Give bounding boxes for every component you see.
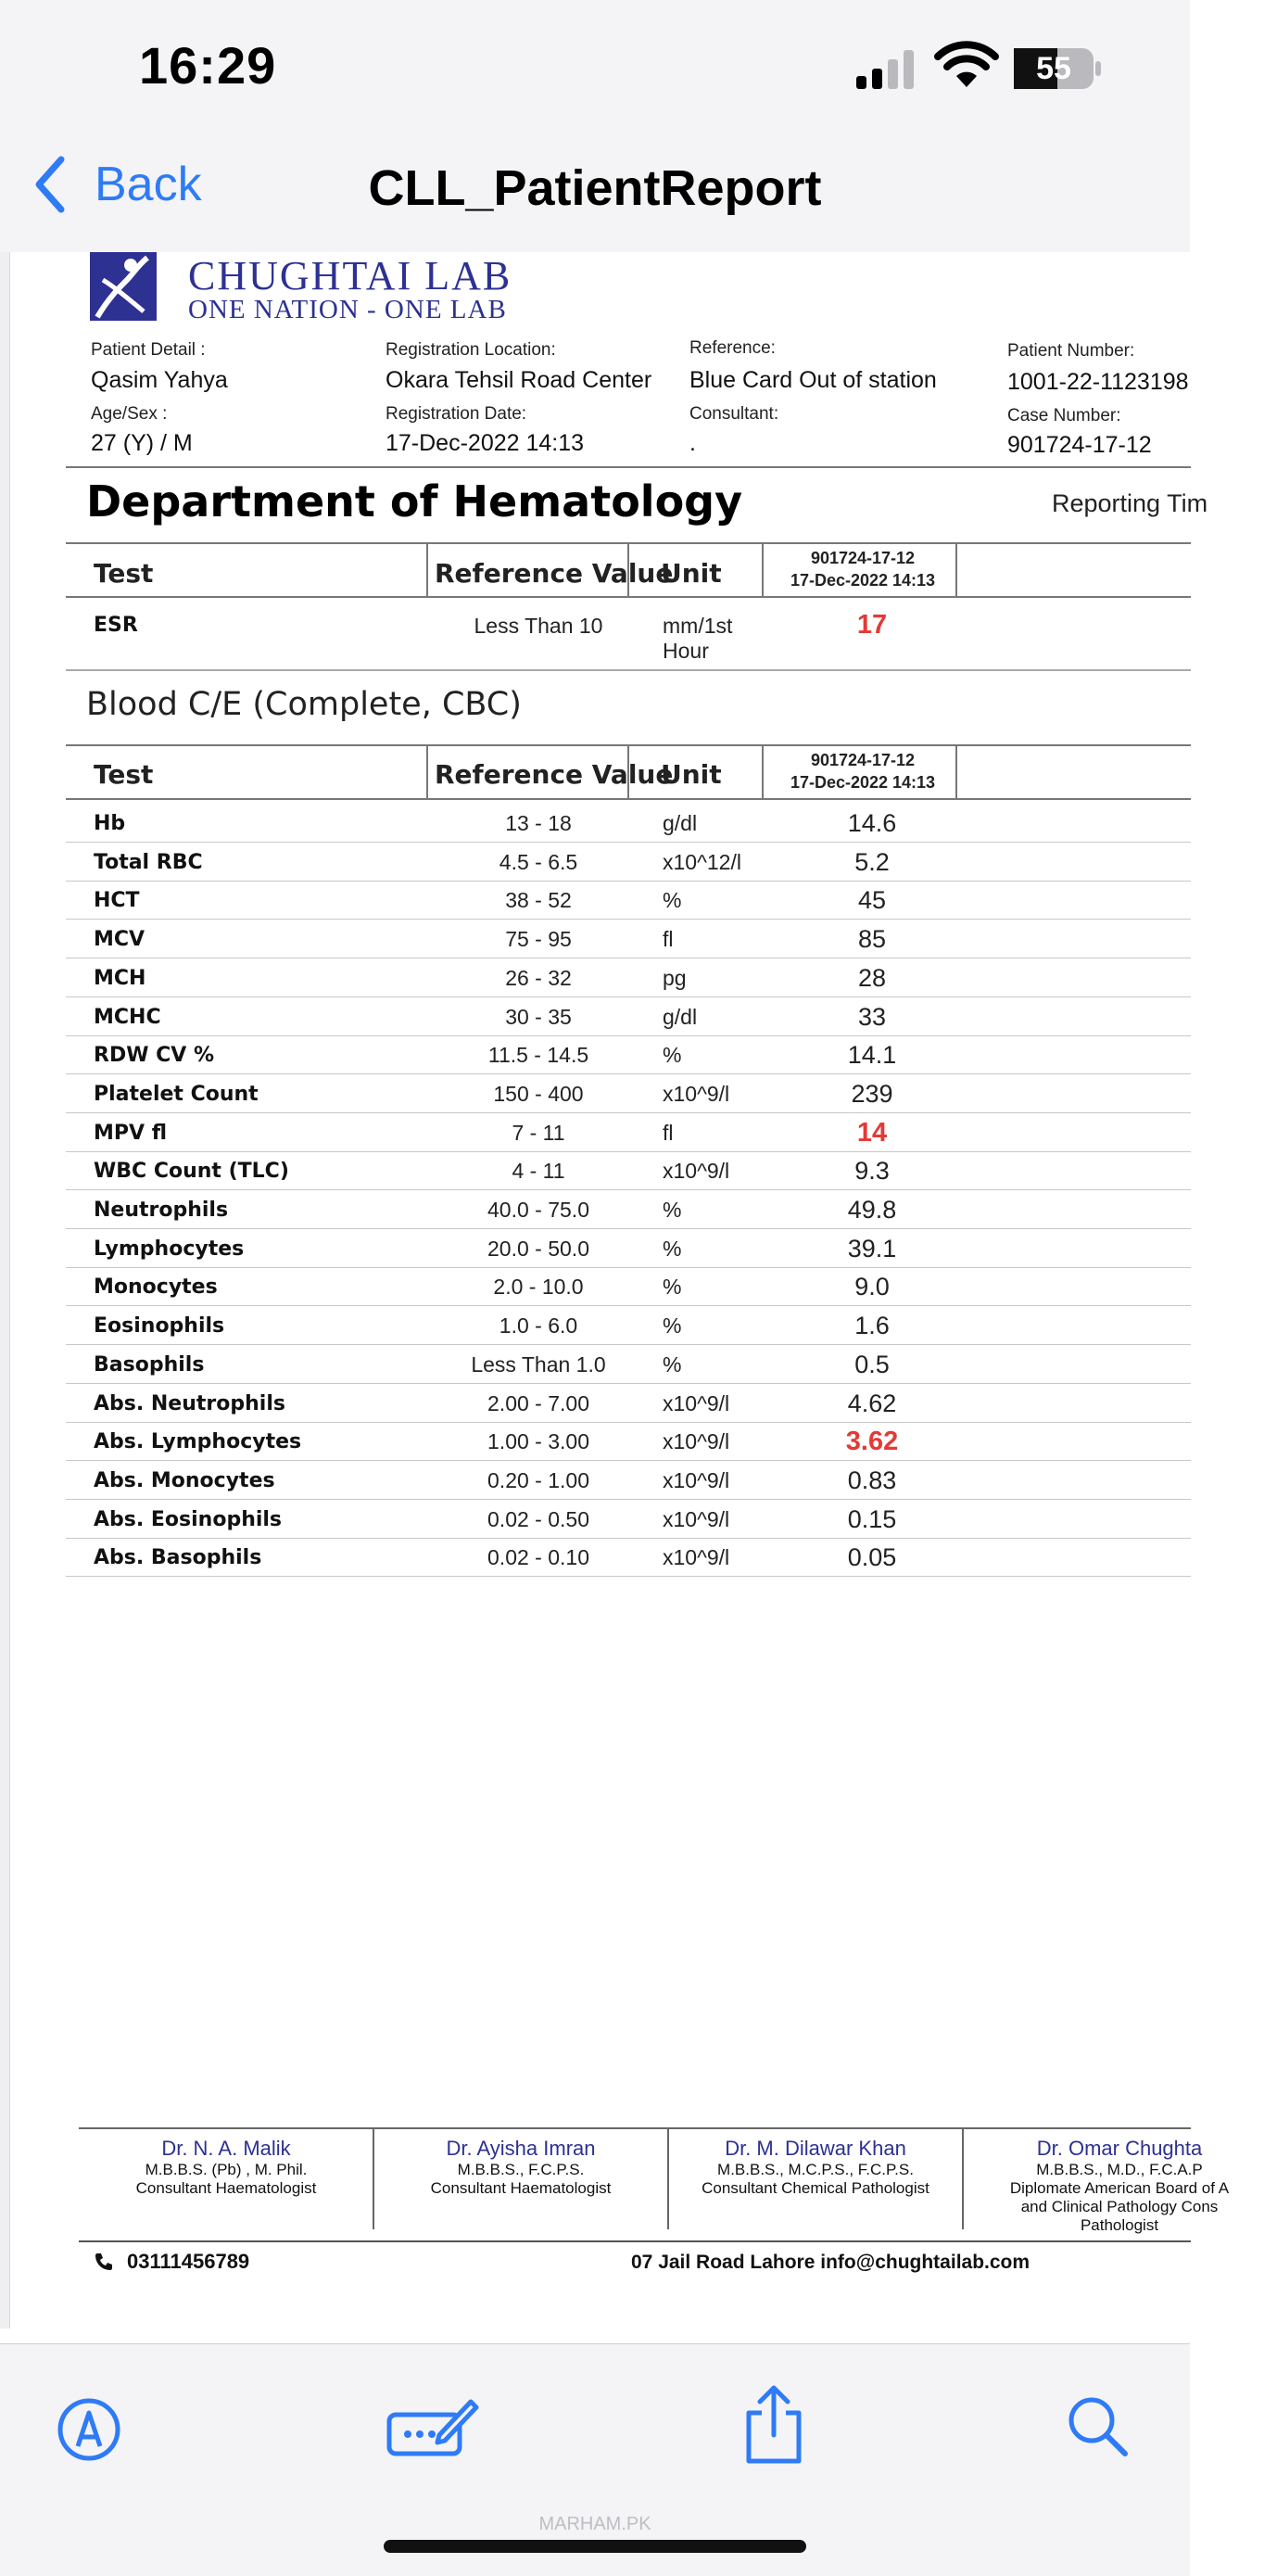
cbc-reference: 2.00 - 7.00 (487, 1391, 589, 1415)
cbc-reference: 11.5 - 14.5 (487, 1043, 589, 1067)
row-divider (66, 996, 1191, 997)
row-divider (66, 1344, 1191, 1345)
divider (426, 744, 428, 798)
cbc-test-name: Neutrophils (94, 1199, 229, 1222)
page-title: CLL_PatientReport (368, 160, 822, 216)
battery-level: 55 (1036, 51, 1071, 86)
cbc-test-name: WBC Count (TLC) (94, 1160, 289, 1183)
row-divider (66, 1305, 1191, 1306)
cbc-reference: 7 - 11 (512, 1121, 565, 1145)
cbc-result: 1.6 (854, 1312, 890, 1339)
cbc-reference: 150 - 400 (493, 1082, 584, 1106)
cbc-result: 3.62 (845, 1427, 899, 1456)
reference-label: Reference: (689, 338, 776, 358)
cbc-reference: Less Than 1.0 (471, 1352, 606, 1377)
reg-date-label: Registration Date: (386, 404, 527, 424)
consultant-value: . (689, 430, 696, 456)
lab-name (188, 253, 512, 324)
phone-number: 03111456789 (127, 2250, 250, 2273)
reg-location-label: Registration Location: (386, 340, 556, 360)
col-case-id (765, 547, 960, 591)
divider (66, 596, 1191, 598)
back-label: Back (95, 158, 202, 211)
cbc-test-name: Platelet Count (94, 1083, 259, 1106)
col-case-date: 17-Dec-2022 14:13 (790, 773, 936, 792)
cbc-result: 49.8 (847, 1196, 897, 1224)
col-unit: Unit (661, 759, 722, 790)
lab-logo-icon (90, 252, 157, 321)
doctor-title: Pathologist (1080, 2216, 1159, 2234)
search-button[interactable] (1066, 2394, 1131, 2464)
share-button[interactable] (741, 2383, 806, 2471)
esr-unit (663, 614, 732, 664)
col-unit: Unit (661, 558, 722, 589)
doctor-name: Dr. M. Dilawar Khan (725, 2137, 906, 2160)
row-divider (66, 881, 1191, 882)
col-case-id (765, 749, 960, 793)
divider (79, 2127, 1191, 2129)
cbc-test-name: MCH (94, 967, 146, 990)
cbc-unit: % (663, 1313, 682, 1338)
doctor-name: Dr. N. A. Malik (161, 2137, 291, 2160)
row-divider (66, 1151, 1191, 1152)
row-divider (66, 1576, 1191, 1577)
cbc-reference: 40.0 - 75.0 (487, 1198, 589, 1222)
esr-test-name: ESR (94, 614, 138, 637)
row-divider (66, 1460, 1191, 1461)
cbc-unit: % (663, 888, 682, 912)
col-test: Test (94, 558, 154, 589)
watermark: MARHAM.PK (538, 2514, 651, 2534)
cbc-unit: x10^9/l (663, 1507, 730, 1531)
cbc-test-name: MCHC (94, 1006, 161, 1029)
doctor-title: and Clinical Pathology Cons (1020, 2198, 1219, 2215)
cbc-reference: 0.02 - 0.50 (487, 1507, 589, 1531)
patient-detail-label: Patient Detail : (91, 340, 206, 360)
cbc-unit: x10^9/l (663, 1468, 730, 1492)
cbc-unit: % (663, 1352, 682, 1377)
cbc-reference: 13 - 18 (505, 811, 572, 835)
document-viewer[interactable] (0, 252, 1230, 2329)
patient-number-label: Patient Number: (1007, 341, 1135, 361)
reporting-time-label: Reporting Tim (1052, 489, 1208, 517)
cbc-unit: x10^9/l (663, 1545, 730, 1569)
row-divider (66, 1035, 1191, 1036)
markup-button[interactable] (56, 2396, 122, 2468)
cbc-reference: 1.0 - 6.0 (499, 1313, 578, 1338)
cbc-unit: fl (663, 1121, 674, 1145)
phone-icon (94, 2252, 114, 2272)
esr-reference: Less Than 10 (474, 614, 603, 638)
divider (79, 2240, 1191, 2242)
divider (762, 542, 764, 596)
row-divider (66, 1383, 1191, 1384)
cbc-unit: % (663, 1198, 682, 1222)
cbc-test-name: Basophils (94, 1353, 205, 1377)
cbc-unit: % (663, 1237, 682, 1261)
cbc-result: 14.6 (847, 809, 897, 837)
cbc-unit: fl (663, 927, 674, 951)
status-time: 16:29 (139, 36, 277, 95)
cbc-unit: g/dl (663, 1005, 698, 1029)
doctor-qualification: M.B.B.S. (Pb) , M. Phil. (145, 2161, 308, 2178)
cbc-unit: g/dl (663, 811, 698, 835)
cbc-result: 239 (851, 1080, 893, 1108)
markup-icon (56, 2396, 122, 2463)
cbc-result: 4.62 (847, 1390, 897, 1417)
esr-unit-line2: Hour (663, 639, 709, 663)
cbc-reference: 26 - 32 (505, 966, 572, 990)
department-title: Department of Hematology (86, 476, 743, 527)
cbc-result: 0.05 (847, 1543, 897, 1571)
case-number: 901724-17-12 (1007, 432, 1152, 458)
row-divider (66, 1422, 1191, 1423)
doctor-signature (78, 2137, 374, 2198)
row-divider (66, 1267, 1191, 1268)
cbc-result: 39.1 (847, 1235, 897, 1263)
cbc-unit: x10^9/l (663, 1429, 730, 1453)
cbc-result: 45 (857, 886, 887, 914)
col-case-date: 17-Dec-2022 14:13 (790, 571, 936, 590)
doctor-qualification: M.B.B.S., F.C.P.S. (457, 2161, 585, 2178)
cbc-result: 5.2 (854, 848, 890, 876)
cbc-reference: 38 - 52 (505, 888, 572, 912)
cbc-reference: 0.20 - 1.00 (487, 1468, 589, 1492)
footer-phone (94, 2250, 249, 2274)
cbc-test-name: HCT (94, 889, 140, 912)
doctor-qualification: M.B.B.S., M.C.P.S., F.C.P.S. (717, 2161, 914, 2178)
cbc-reference: 2.0 - 10.0 (493, 1275, 584, 1299)
cbc-test-name: Abs. Lymphocytes (94, 1430, 302, 1453)
row-divider (66, 842, 1191, 843)
cbc-test-name: Abs. Monocytes (94, 1469, 275, 1492)
cbc-reference: 4 - 11 (512, 1159, 565, 1183)
cbc-test-name: RDW CV % (94, 1044, 215, 1067)
report-page (9, 252, 1230, 2329)
cbc-unit: x10^9/l (663, 1082, 730, 1106)
divider (66, 466, 1191, 468)
cbc-test-name: MCV (94, 928, 145, 951)
cbc-result: 9.0 (854, 1273, 890, 1301)
cbc-test-name: Lymphocytes (94, 1237, 245, 1261)
cbc-result: 0.83 (847, 1466, 897, 1494)
patient-name: Qasim Yahya (91, 367, 228, 393)
agesex-label: Age/Sex : (91, 404, 168, 424)
row-divider (66, 1073, 1191, 1074)
lab-title: CHUGHTAI LAB (188, 253, 512, 298)
cbc-unit: x10^9/l (663, 1391, 730, 1415)
cbc-reference: 1.00 - 3.00 (487, 1429, 589, 1453)
reg-location: Okara Tehsil Road Center (386, 367, 652, 393)
patient-number: 1001-22-1123198 (1007, 369, 1189, 395)
cbc-test-name: Abs. Eosinophils (94, 1508, 283, 1531)
cbc-unit: % (663, 1043, 682, 1067)
consultant-label: Consultant: (689, 404, 779, 424)
top-bar (0, 0, 1190, 253)
cbc-result: 0.15 (847, 1505, 897, 1533)
doctor-qualification: M.B.B.S., M.D., F.C.A.P (1036, 2161, 1203, 2178)
cbc-reference: 30 - 35 (505, 1005, 572, 1029)
esr-result: 17 (856, 610, 888, 640)
cbc-test-name: Eosinophils (94, 1314, 225, 1338)
cbc-unit: x10^12/l (663, 850, 741, 874)
cbc-test-name: MPV fl (94, 1122, 168, 1145)
row-divider (66, 1228, 1191, 1229)
share-icon (741, 2383, 806, 2467)
cbc-test-name: Abs. Neutrophils (94, 1392, 285, 1415)
cbc-test-name: Hb (94, 812, 126, 835)
battery-icon (1014, 48, 1103, 89)
divider (426, 542, 428, 596)
cbc-section-title: Blood C/E (Complete, CBC) (86, 686, 522, 723)
cbc-result: 0.5 (854, 1351, 890, 1378)
doctor-name: Dr. Ayisha Imran (446, 2137, 596, 2160)
reference-value: Blue Card Out of station (689, 367, 937, 393)
col-case-number: 901724-17-12 (810, 549, 916, 567)
cbc-unit: x10^9/l (663, 1159, 730, 1183)
row-divider (66, 1499, 1191, 1500)
cbc-reference: 20.0 - 50.0 (487, 1237, 589, 1261)
cbc-test-name: Total RBC (94, 851, 203, 874)
case-number-label: Case Number: (1007, 406, 1121, 425)
edit-icon (386, 2394, 478, 2459)
divider (762, 744, 764, 798)
row-divider (66, 919, 1191, 920)
doctor-signature (962, 2137, 1277, 2235)
cbc-result: 85 (857, 925, 887, 953)
row-divider (66, 1189, 1191, 1190)
col-reference: Reference Value (435, 759, 674, 790)
signal-icon (854, 46, 917, 95)
row-divider (66, 1538, 1191, 1539)
cbc-result: 28 (857, 964, 887, 992)
col-case-number: 901724-17-12 (810, 751, 916, 769)
doctor-title: Consultant Haematologist (430, 2179, 612, 2197)
divider (66, 669, 1191, 671)
cbc-result: 14.1 (847, 1041, 897, 1069)
divider (66, 798, 1191, 800)
cbc-result: 9.3 (854, 1157, 890, 1185)
cbc-test-name: Monocytes (94, 1275, 218, 1299)
col-reference: Reference Value (435, 558, 674, 589)
doctor-name: Dr. Omar Chughta (1036, 2137, 1203, 2160)
footer-address: 07 Jail Road Lahore info@chughtailab.com (631, 2252, 1030, 2273)
cbc-result: 14 (856, 1118, 888, 1148)
cbc-reference: 4.5 - 6.5 (499, 850, 578, 874)
edit-button[interactable] (386, 2394, 478, 2464)
lab-logo (90, 252, 157, 321)
doctor-title: Consultant Chemical Pathologist (702, 2179, 929, 2197)
patient-agesex: 27 (Y) / M (91, 430, 193, 456)
doctor-title: Consultant Haematologist (135, 2179, 317, 2197)
cbc-reference: 0.02 - 0.10 (487, 1545, 589, 1569)
esr-unit-line1: mm/1st (663, 614, 733, 638)
lab-slogan: ONE NATION - ONE LAB (188, 295, 507, 324)
home-indicator[interactable] (384, 2540, 806, 2553)
cbc-unit: % (663, 1275, 682, 1299)
doctor-signature (373, 2137, 669, 2198)
row-divider (66, 1112, 1191, 1113)
wifi-icon (934, 41, 999, 94)
doctor-signature (667, 2137, 964, 2198)
doctor-title: Diplomate American Board of A (1009, 2179, 1230, 2197)
search-icon (1066, 2394, 1131, 2459)
cbc-test-name: Abs. Basophils (94, 1546, 262, 1569)
col-test: Test (94, 759, 154, 790)
cbc-result: 33 (857, 1003, 887, 1031)
reg-date: 17-Dec-2022 14:13 (386, 430, 585, 456)
cbc-unit: pg (663, 966, 687, 990)
cbc-reference: 75 - 95 (505, 927, 572, 951)
